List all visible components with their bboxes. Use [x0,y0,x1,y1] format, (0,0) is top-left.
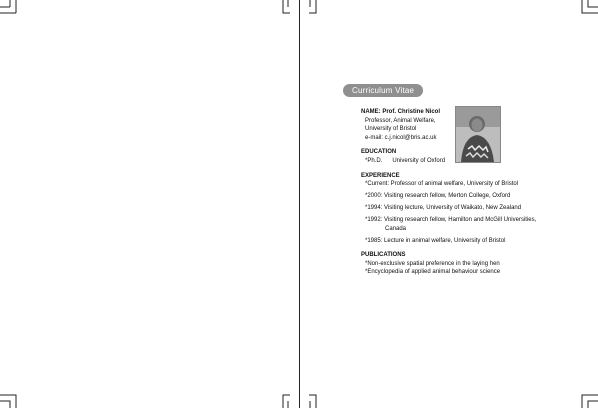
education-school: University of Oxford [392,157,446,164]
curriculum-vitae-panel [343,80,583,277]
publications-section [361,251,583,277]
crop-mark [588,0,598,7]
profile-block [361,108,583,142]
profile-photo [455,106,501,163]
crop-mark [588,401,598,408]
experience-item [361,192,583,201]
cv-content [361,108,583,277]
experience-line: *1994: Visiting lecture, University of Waikato, New Zealand [365,205,522,212]
profile-institution: University of Bristol [365,126,417,133]
experience-item [361,216,583,233]
experience-line: *1992: Visiting research fellow, Hamilton and McGill Universities, [365,217,537,224]
crop-mark [0,401,10,408]
publication-item: *Encyclopedia of applied animal behaviour science [365,269,501,276]
experience-line-continued: Canada [385,225,407,232]
profile-name: NAME: Prof. Christine Nicol [361,109,441,115]
publications-heading: PUBLICATIONS [361,252,406,259]
profile-title: Professor, Animal Welfare, [365,117,436,124]
experience-line: *2000: Visiting research fellow, Merton College, Oxford [365,193,511,200]
experience-line: *Current: Professor of animal welfare, University of Bristol [365,181,519,188]
education-heading: EDUCATION [361,149,397,156]
publication-item: *Non-exclusive spatial preference in the laying hen [365,260,500,267]
crop-mark [283,0,290,13]
experience-line: *1985: Lecture in animal welfare, University of Bristol [365,237,506,244]
experience-item [361,237,583,246]
center-fold-line [299,0,300,408]
section-badge: Curriculum Vitae [343,84,423,97]
experience-item [361,204,583,213]
profile-email: e-mail: c.j.nicol@bris.ac.uk [365,134,437,141]
experience-section [361,172,583,246]
experience-heading: EXPERIENCE [361,172,400,179]
crop-mark [283,395,290,408]
education-degree: *Ph.D. [365,157,383,164]
experience-item [361,180,583,189]
